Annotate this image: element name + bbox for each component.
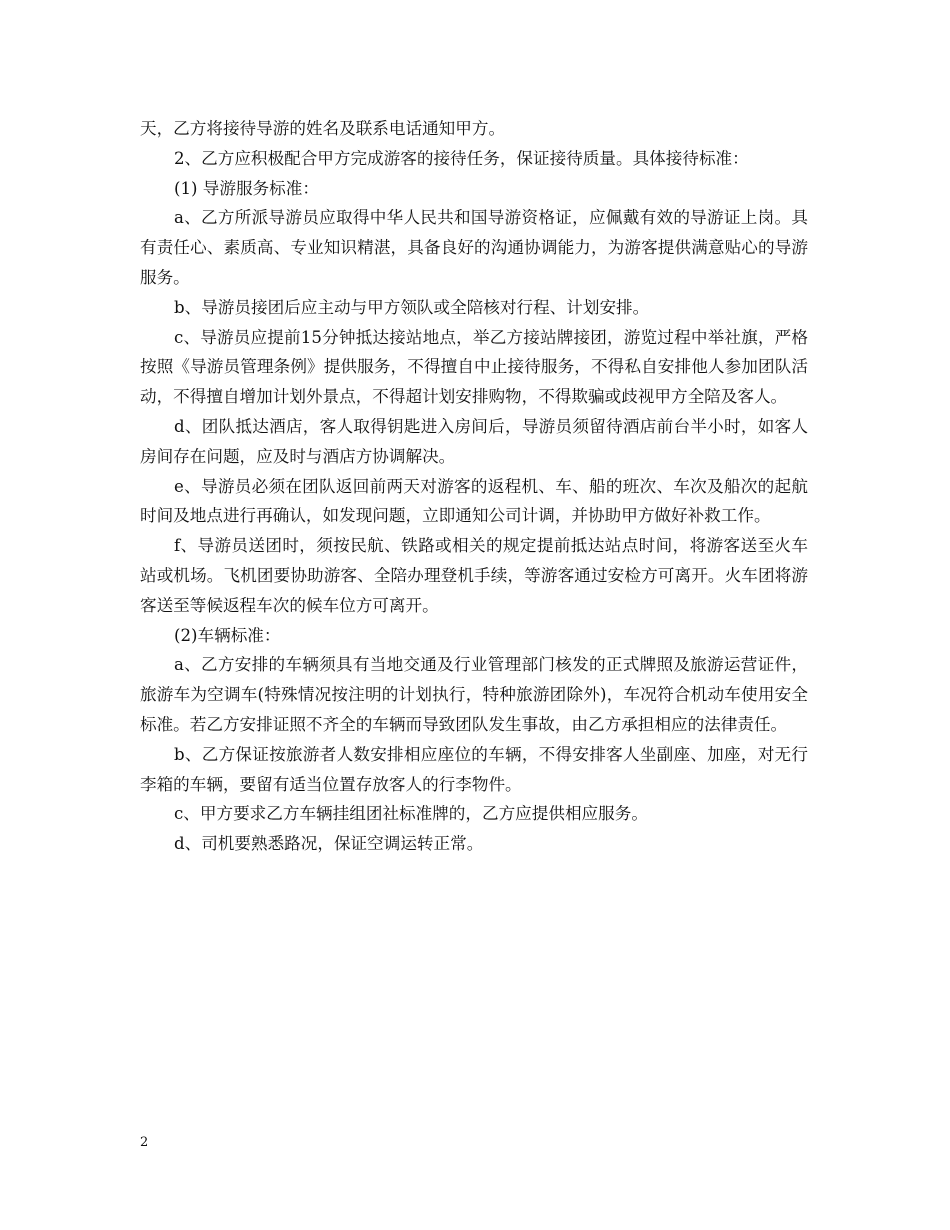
page-number: 2 [140, 1135, 149, 1150]
paragraph-vehicle-standard-heading: (2)车辆标准： [174, 625, 281, 645]
paragraph-guide-standard-heading: (1) 导游服务标准： [174, 178, 319, 198]
paragraph-guide-item-c: c、导游员应提前15分钟抵达接站地点，举乙方接站牌接团，游览过程中举社旗，严格按照《导游员管理条例》提供服务，不得擅自中止接待服务，不得私自安排他人参加团队活动，不得擅自增加计划外景点，不得超计划安排购物，不得欺骗或歧视甲方全陪及客人。 [140, 327, 808, 407]
paragraph-guide-item-b: b、导游员接团后应主动与甲方领队或全陪核对行程、计划安排。 [174, 297, 650, 317]
paragraph-guide-item-f: f、导游员送团时，须按民航、铁路或相关的规定提前抵达站点时间，将游客送至火车站或机场。飞机团要协助游客、全陪办理登机手续，等游客通过安检方可离开。火车团将游客送至等候返程车次的候车位方可离开。 [140, 536, 808, 615]
paragraph-vehicle-item-d: d、司机要熟悉路况，保证空调运转正常。 [174, 834, 484, 854]
paragraph-vehicle-item-b: b、乙方保证按旅游者人数安排相应座位的车辆，不得安排客人坐副座、加座，对无行李箱的车辆，要留有适当位置存放客人的行李物件。 [140, 744, 808, 794]
document-body [140, 114, 808, 859]
paragraph-guide-item-e: e、导游员必须在团队返回前两天对游客的返程机、车、船的班次、车次及船次的起航时间及地点进行再确认，如发现问题，立即通知公司计调，并协助甲方做好补救工作。 [140, 476, 808, 526]
paragraph-guide-item-d: d、团队抵达酒店，客人取得钥匙进入房间后，导游员须留待酒店前台半小时，如客人房间存在问题，应及时与酒店方协调解决。 [140, 416, 808, 466]
paragraph-clause-2: 2、乙方应积极配合甲方完成游客的接待任务，保证接待质量。具体接待标准： [174, 148, 749, 168]
paragraph-guide-item-a: a、乙方所派导游员应取得中华人民共和国导游资格证，应佩戴有效的导游证上岗。具有责任心、素质高、专业知识精湛，具备良好的沟通协调能力，为游客提供满意贴心的导游服务。 [140, 208, 808, 287]
paragraph-vehicle-item-c: c、甲方要求乙方车辆挂组团社标准牌的，乙方应提供相应服务。 [174, 804, 648, 824]
paragraph-vehicle-item-a: a、乙方安排的车辆须具有当地交通及行业管理部门核发的正式牌照及旅游运营证件，旅游车为空调车(特殊情况按注明的计划执行，特种旅游团除外)，车况符合机动车使用安全标准。若乙方安排证照不齐全的车辆而导致团队发生事故，由乙方承担相应的法律责任。 [140, 655, 808, 734]
paragraph-continuation: 天，乙方将接待导游的姓名及联系电话通知甲方。 [140, 119, 506, 138]
